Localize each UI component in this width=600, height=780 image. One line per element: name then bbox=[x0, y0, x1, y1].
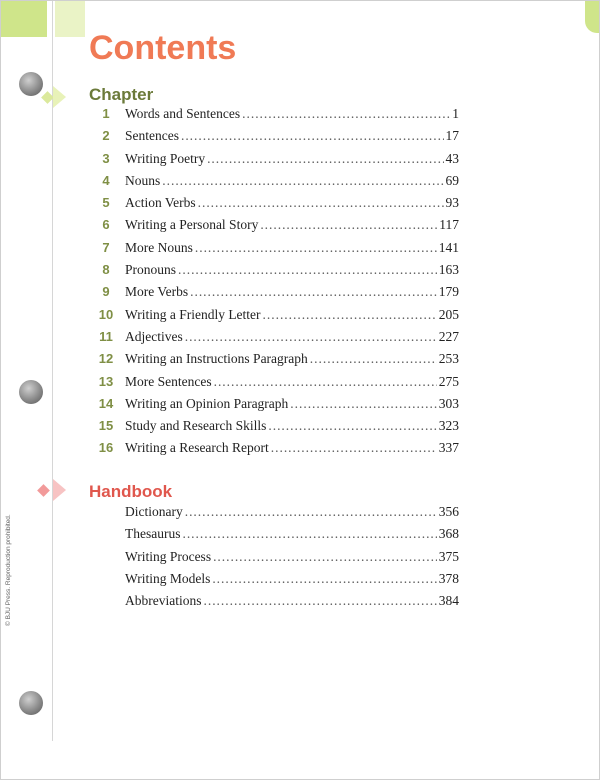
chapter-title: Nouns bbox=[125, 172, 161, 188]
chapter-entry bbox=[87, 240, 459, 262]
chapter-number: 12 bbox=[98, 351, 114, 367]
chapter-number: 11 bbox=[99, 328, 113, 344]
chapter-heading: Chapter bbox=[89, 85, 154, 104]
handbook-entry bbox=[87, 571, 459, 593]
chapter-number: 2 bbox=[102, 128, 110, 144]
handbook-entry bbox=[87, 549, 459, 571]
page-number: 141 bbox=[438, 239, 459, 255]
chapter-title: Writing an Instructions Paragraph bbox=[125, 351, 308, 367]
dot-leader bbox=[195, 240, 437, 256]
chapter-title: Words and Sentences bbox=[125, 106, 241, 121]
arrow-right-icon bbox=[53, 479, 66, 501]
dot-leader bbox=[242, 106, 450, 122]
page-number: 253 bbox=[438, 351, 459, 367]
chapter-title: Adjectives bbox=[125, 328, 183, 344]
chapter-title: Writing a Friendly Letter bbox=[125, 306, 261, 322]
dot-leader bbox=[178, 262, 437, 278]
page-number: 384 bbox=[438, 593, 459, 609]
arrow-right-icon bbox=[53, 86, 66, 108]
handbook-title: Dictionary bbox=[125, 504, 183, 519]
page-number: 69 bbox=[445, 172, 459, 188]
binder-hole-icon bbox=[19, 380, 43, 404]
handbook-entry bbox=[87, 526, 459, 548]
dot-leader bbox=[185, 504, 437, 520]
page-number: 368 bbox=[438, 526, 459, 542]
chapter-entry bbox=[87, 128, 459, 150]
chapter-list bbox=[87, 106, 459, 463]
handbook-entry bbox=[87, 504, 459, 526]
chapter-title: Writing an Opinion Paragraph bbox=[125, 395, 289, 411]
page-number: 43 bbox=[445, 150, 459, 166]
chapter-title: Action Verbs bbox=[125, 195, 196, 211]
dot-leader bbox=[310, 351, 437, 367]
chapter-title: Study and Research Skills bbox=[125, 418, 267, 434]
dot-leader bbox=[185, 329, 437, 345]
page-number: 337 bbox=[438, 440, 459, 456]
handbook-title: Writing Models bbox=[125, 570, 211, 586]
chapter-number: 6 bbox=[102, 217, 110, 233]
dot-leader bbox=[213, 549, 437, 565]
chapter-entry bbox=[87, 195, 459, 217]
chapter-entry bbox=[87, 106, 459, 128]
dot-leader bbox=[214, 374, 437, 390]
diamond-icon bbox=[37, 484, 50, 497]
dot-leader bbox=[182, 526, 436, 542]
page-number: 275 bbox=[438, 373, 459, 389]
chapter-number: 15 bbox=[98, 418, 114, 434]
dot-leader bbox=[204, 593, 437, 609]
binder-hole-icon bbox=[19, 72, 43, 96]
chapter-number: 16 bbox=[98, 440, 114, 456]
chapter-number: 5 bbox=[102, 195, 110, 211]
page-number: 205 bbox=[438, 306, 459, 322]
page-number: 227 bbox=[438, 328, 459, 344]
chapter-title: Writing a Personal Story bbox=[125, 217, 259, 233]
handbook-title: Writing Process bbox=[125, 548, 212, 564]
copyright-notice: © BJU Press. Reproduction prohibited. bbox=[5, 514, 12, 626]
dot-leader bbox=[162, 173, 443, 189]
chapter-entry bbox=[87, 396, 459, 418]
page-number: 375 bbox=[438, 548, 459, 564]
binder-hole-icon bbox=[19, 691, 43, 715]
page-number: 179 bbox=[438, 284, 459, 300]
dot-leader bbox=[260, 217, 437, 233]
dot-leader bbox=[290, 396, 436, 412]
handbook-title: Thesaurus bbox=[125, 526, 181, 542]
page-number: 378 bbox=[438, 570, 459, 586]
corner-tab-light-green bbox=[55, 1, 85, 37]
chapter-entry bbox=[87, 262, 459, 284]
handbook-list bbox=[87, 504, 459, 615]
chapter-title: More Sentences bbox=[125, 373, 212, 389]
chapter-entry bbox=[87, 351, 459, 373]
dot-leader bbox=[181, 128, 444, 144]
chapter-number: 9 bbox=[102, 284, 110, 300]
corner-tab-green bbox=[1, 1, 47, 37]
dot-leader bbox=[263, 307, 437, 323]
page-number: 93 bbox=[445, 195, 459, 211]
chapter-number: 7 bbox=[102, 239, 110, 255]
chapter-title: Writing Poetry bbox=[125, 150, 206, 166]
chapter-title: More Verbs bbox=[125, 284, 189, 300]
chapter-title: Writing a Research Report bbox=[125, 440, 269, 456]
page-number: 17 bbox=[445, 128, 459, 144]
chapter-number: 13 bbox=[98, 373, 114, 389]
dot-leader bbox=[198, 195, 444, 211]
chapter-entry bbox=[87, 307, 459, 329]
handbook-title: Abbreviations bbox=[125, 593, 202, 609]
chapter-entry bbox=[87, 440, 459, 462]
dot-leader bbox=[268, 418, 436, 434]
chapter-entry bbox=[87, 217, 459, 239]
chapter-title: More Nouns bbox=[125, 239, 193, 255]
dot-leader bbox=[207, 151, 443, 167]
chapter-number: 3 bbox=[102, 150, 110, 166]
dot-leader bbox=[271, 440, 437, 456]
chapter-entry bbox=[87, 418, 459, 440]
margin-line bbox=[52, 1, 53, 741]
chapter-title: Pronouns bbox=[125, 262, 177, 278]
chapter-number: 14 bbox=[98, 395, 114, 411]
chapter-number: 1 bbox=[102, 106, 110, 121]
chapter-entry bbox=[87, 329, 459, 351]
page-number: 117 bbox=[439, 217, 459, 233]
chapter-number: 4 bbox=[102, 172, 110, 188]
page-number: 323 bbox=[438, 418, 459, 434]
chapter-entry bbox=[87, 151, 459, 173]
dot-leader bbox=[212, 571, 436, 587]
page-number: 303 bbox=[438, 395, 459, 411]
chapter-number: 8 bbox=[102, 262, 110, 278]
chapter-number: 10 bbox=[98, 306, 114, 322]
page-number: 1 bbox=[452, 106, 459, 121]
chapter-entry bbox=[87, 374, 459, 396]
corner-tab-right bbox=[585, 1, 599, 33]
chapter-title: Sentences bbox=[125, 128, 179, 144]
dot-leader bbox=[190, 284, 437, 300]
handbook-entry bbox=[87, 593, 459, 615]
chapter-entry bbox=[87, 284, 459, 306]
page-number: 356 bbox=[438, 504, 459, 519]
page-number: 163 bbox=[438, 262, 459, 278]
chapter-entry bbox=[87, 173, 459, 195]
page-title: Contents bbox=[89, 29, 237, 67]
handbook-heading: Handbook bbox=[89, 482, 173, 501]
